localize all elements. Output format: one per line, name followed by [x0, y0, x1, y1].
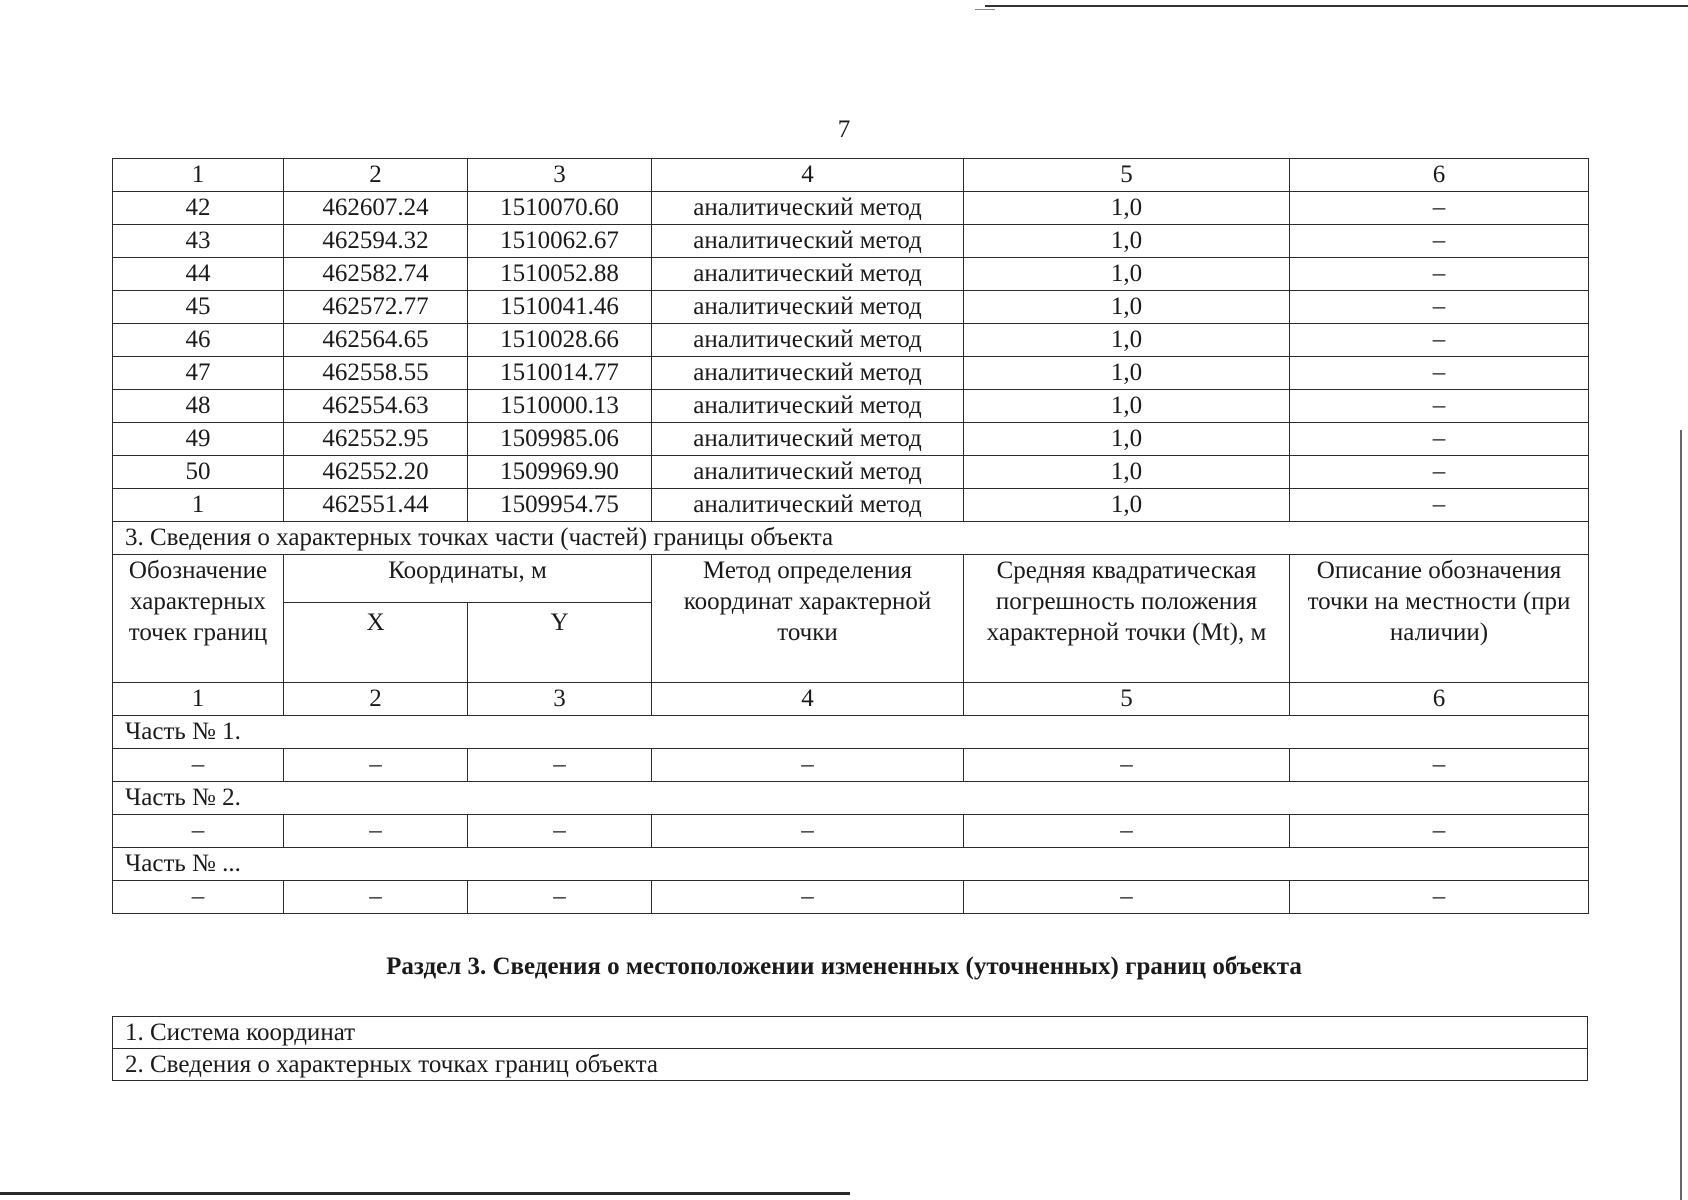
part-label: Часть № 2. — [113, 782, 1589, 815]
method-cell: аналитический метод — [652, 390, 964, 423]
x-coordinate-cell: 462552.20 — [284, 456, 468, 489]
column-number-cell: 2 — [284, 683, 468, 716]
column-number-cell: 2 — [284, 159, 468, 192]
y-coordinate-cell: 1509969.90 — [468, 456, 652, 489]
header-mt: Средняя квадратическая погрешность положения характерной точки (Mt), м — [964, 555, 1290, 683]
part-cell: – — [468, 881, 652, 914]
part-cell: – — [964, 881, 1290, 914]
point-cell: 46 — [113, 324, 284, 357]
table-row — [113, 192, 1589, 225]
part-cell: – — [468, 815, 652, 848]
part-cell: – — [1290, 881, 1589, 914]
mt-cell: 1,0 — [964, 291, 1290, 324]
y-coordinate-cell: 1510062.67 — [468, 225, 652, 258]
description-cell: – — [1290, 423, 1589, 456]
mt-cell: 1,0 — [964, 423, 1290, 456]
point-cell: 43 — [113, 225, 284, 258]
scan-border-bottom — [0, 1192, 850, 1195]
parts-header-row — [113, 555, 1589, 603]
header-x: X — [284, 603, 468, 683]
section3-item: 2. Сведения о характерных точках границ объекта — [113, 1049, 1588, 1081]
part-cell: – — [964, 815, 1290, 848]
method-cell: аналитический метод — [652, 192, 964, 225]
mt-cell: 1,0 — [964, 258, 1290, 291]
part-cell: – — [113, 749, 284, 782]
scan-border-right — [1680, 430, 1682, 1200]
method-cell: аналитический метод — [652, 456, 964, 489]
point-cell: 1 — [113, 489, 284, 522]
part-cell: – — [1290, 815, 1589, 848]
method-cell: аналитический метод — [652, 258, 964, 291]
table-row — [113, 489, 1589, 522]
y-coordinate-cell: 1510041.46 — [468, 291, 652, 324]
method-cell: аналитический метод — [652, 291, 964, 324]
description-cell: – — [1290, 192, 1589, 225]
point-cell: 47 — [113, 357, 284, 390]
mt-cell: 1,0 — [964, 489, 1290, 522]
part-label-row — [113, 716, 1589, 749]
column-number-cell: 6 — [1290, 159, 1589, 192]
x-coordinate-cell: 462551.44 — [284, 489, 468, 522]
header-y: Y — [468, 603, 652, 683]
table-row — [113, 390, 1589, 423]
section3-table — [112, 1016, 1588, 1081]
method-cell: аналитический метод — [652, 225, 964, 258]
part-label: Часть № ... — [113, 848, 1589, 881]
section3-item-row — [113, 1017, 1588, 1049]
y-coordinate-cell: 1509985.06 — [468, 423, 652, 456]
mt-cell: 1,0 — [964, 192, 1290, 225]
mt-cell: 1,0 — [964, 324, 1290, 357]
column-number-row — [113, 159, 1589, 192]
column-number-cell: 5 — [964, 683, 1290, 716]
y-coordinate-cell: 1510070.60 — [468, 192, 652, 225]
part-label: Часть № 1. — [113, 716, 1589, 749]
column-number-cell: 4 — [652, 159, 964, 192]
page-number: 7 — [837, 116, 851, 143]
x-coordinate-cell: 462558.55 — [284, 357, 468, 390]
section3-item: 1. Система координат — [113, 1017, 1588, 1049]
part-cell: – — [113, 815, 284, 848]
part-data-row — [113, 881, 1589, 914]
part-cell: – — [652, 815, 964, 848]
section3-item-row — [113, 1049, 1588, 1081]
table-row — [113, 456, 1589, 489]
part-data-row — [113, 815, 1589, 848]
description-cell: – — [1290, 489, 1589, 522]
column-number-cell: 1 — [113, 683, 284, 716]
part-cell: – — [468, 749, 652, 782]
method-cell: аналитический метод — [652, 423, 964, 456]
method-cell: аналитический метод — [652, 489, 964, 522]
description-cell: – — [1290, 258, 1589, 291]
mt-cell: 1,0 — [964, 456, 1290, 489]
header-description: Описание обозначения точки на местности (при наличии) — [1290, 555, 1589, 683]
header-coordinates: Координаты, м — [284, 555, 652, 603]
point-cell: 44 — [113, 258, 284, 291]
section3-heading: Раздел 3. Сведения о местоположении измененных (уточненных) границ объекта — [386, 953, 1302, 980]
description-cell: – — [1290, 324, 1589, 357]
parts-section-title: 3. Сведения о характерных точках части (частей) границы объекта — [113, 522, 1589, 555]
x-coordinate-cell: 462607.24 — [284, 192, 468, 225]
description-cell: – — [1290, 291, 1589, 324]
description-cell: – — [1290, 357, 1589, 390]
y-coordinate-cell: 1509954.75 — [468, 489, 652, 522]
x-coordinate-cell: 462564.65 — [284, 324, 468, 357]
part-cell: – — [284, 749, 468, 782]
table-row — [113, 291, 1589, 324]
x-coordinate-cell: 462554.63 — [284, 390, 468, 423]
table-row — [113, 258, 1589, 291]
column-number-cell: 1 — [113, 159, 284, 192]
y-coordinate-cell: 1510014.77 — [468, 357, 652, 390]
column-number-cell: 3 — [468, 159, 652, 192]
point-cell: 48 — [113, 390, 284, 423]
part-label-row — [113, 782, 1589, 815]
table-row — [113, 423, 1589, 456]
boundary-points-table-body — [113, 159, 1589, 914]
part-cell: – — [113, 881, 284, 914]
part-cell: – — [1290, 749, 1589, 782]
mt-cell: 1,0 — [964, 225, 1290, 258]
x-coordinate-cell: 462594.32 — [284, 225, 468, 258]
method-cell: аналитический метод — [652, 324, 964, 357]
column-number-row — [113, 683, 1589, 716]
part-cell: – — [964, 749, 1290, 782]
point-cell: 49 — [113, 423, 284, 456]
part-label-row — [113, 848, 1589, 881]
y-coordinate-cell: 1510028.66 — [468, 324, 652, 357]
header-method: Метод определения координат характерной точки — [652, 555, 964, 683]
description-cell: – — [1290, 456, 1589, 489]
part-cell: – — [652, 749, 964, 782]
y-coordinate-cell: 1510000.13 — [468, 390, 652, 423]
x-coordinate-cell: 462582.74 — [284, 258, 468, 291]
point-cell: 42 — [113, 192, 284, 225]
description-cell: – — [1290, 225, 1589, 258]
column-number-cell: 4 — [652, 683, 964, 716]
table-row — [113, 357, 1589, 390]
part-cell: – — [284, 815, 468, 848]
mt-cell: 1,0 — [964, 357, 1290, 390]
part-data-row — [113, 749, 1589, 782]
y-coordinate-cell: 1510052.88 — [468, 258, 652, 291]
description-cell: – — [1290, 390, 1589, 423]
column-number-cell: 3 — [468, 683, 652, 716]
table-row — [113, 225, 1589, 258]
scan-border-top-fragment — [975, 9, 995, 10]
part-cell: – — [284, 881, 468, 914]
x-coordinate-cell: 462552.95 — [284, 423, 468, 456]
part-cell: – — [652, 881, 964, 914]
column-number-cell: 5 — [964, 159, 1290, 192]
column-number-cell: 6 — [1290, 683, 1589, 716]
method-cell: аналитический метод — [652, 357, 964, 390]
parts-section-title-row — [113, 522, 1589, 555]
point-cell: 45 — [113, 291, 284, 324]
point-cell: 50 — [113, 456, 284, 489]
table-row — [113, 324, 1589, 357]
x-coordinate-cell: 462572.77 — [284, 291, 468, 324]
boundary-points-table — [112, 158, 1589, 914]
header-points: Обозначение характерных точек границ — [113, 555, 284, 683]
scan-border-top — [985, 5, 1688, 7]
mt-cell: 1,0 — [964, 390, 1290, 423]
